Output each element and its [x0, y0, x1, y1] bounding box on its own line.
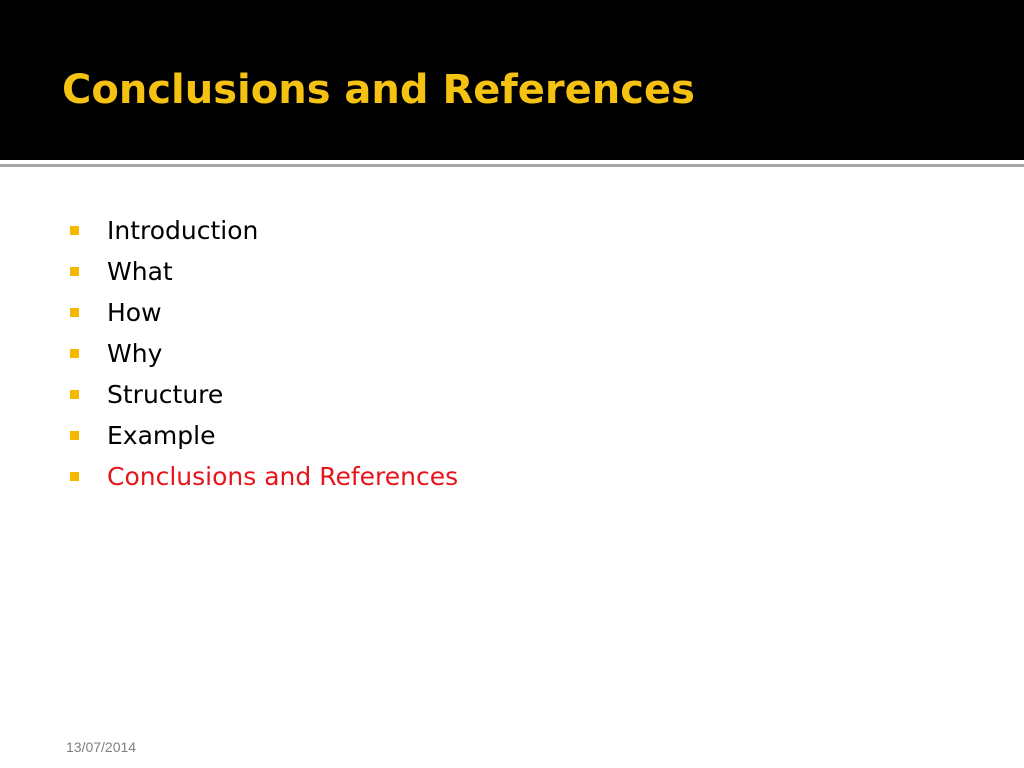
- agenda-item-label: What: [107, 257, 173, 286]
- agenda-item: [70, 415, 458, 456]
- agenda-list: [70, 210, 458, 497]
- agenda-item: [70, 292, 458, 333]
- agenda-item: [70, 210, 458, 251]
- square-bullet-icon: [70, 431, 79, 440]
- title-divider-gray: [0, 164, 1024, 167]
- agenda-item-label: Introduction: [107, 216, 259, 245]
- title-bar: [0, 0, 1024, 160]
- agenda-item-label: Structure: [107, 380, 224, 409]
- square-bullet-icon: [70, 472, 79, 481]
- agenda-item-label: Example: [107, 421, 216, 450]
- agenda-item-label: Conclusions and References: [107, 462, 459, 491]
- square-bullet-icon: [70, 267, 79, 276]
- agenda-item: [70, 333, 458, 374]
- slide-title: Conclusions and References: [62, 67, 695, 113]
- agenda-item-label: Why: [107, 339, 163, 368]
- agenda-item: [70, 251, 458, 292]
- square-bullet-icon: [70, 308, 79, 317]
- square-bullet-icon: [70, 390, 79, 399]
- agenda-item-current: [70, 456, 458, 497]
- agenda-item-label: How: [107, 298, 162, 327]
- footer-date: 13/07/2014: [66, 739, 137, 755]
- agenda-item: [70, 374, 458, 415]
- square-bullet-icon: [70, 226, 79, 235]
- square-bullet-icon: [70, 349, 79, 358]
